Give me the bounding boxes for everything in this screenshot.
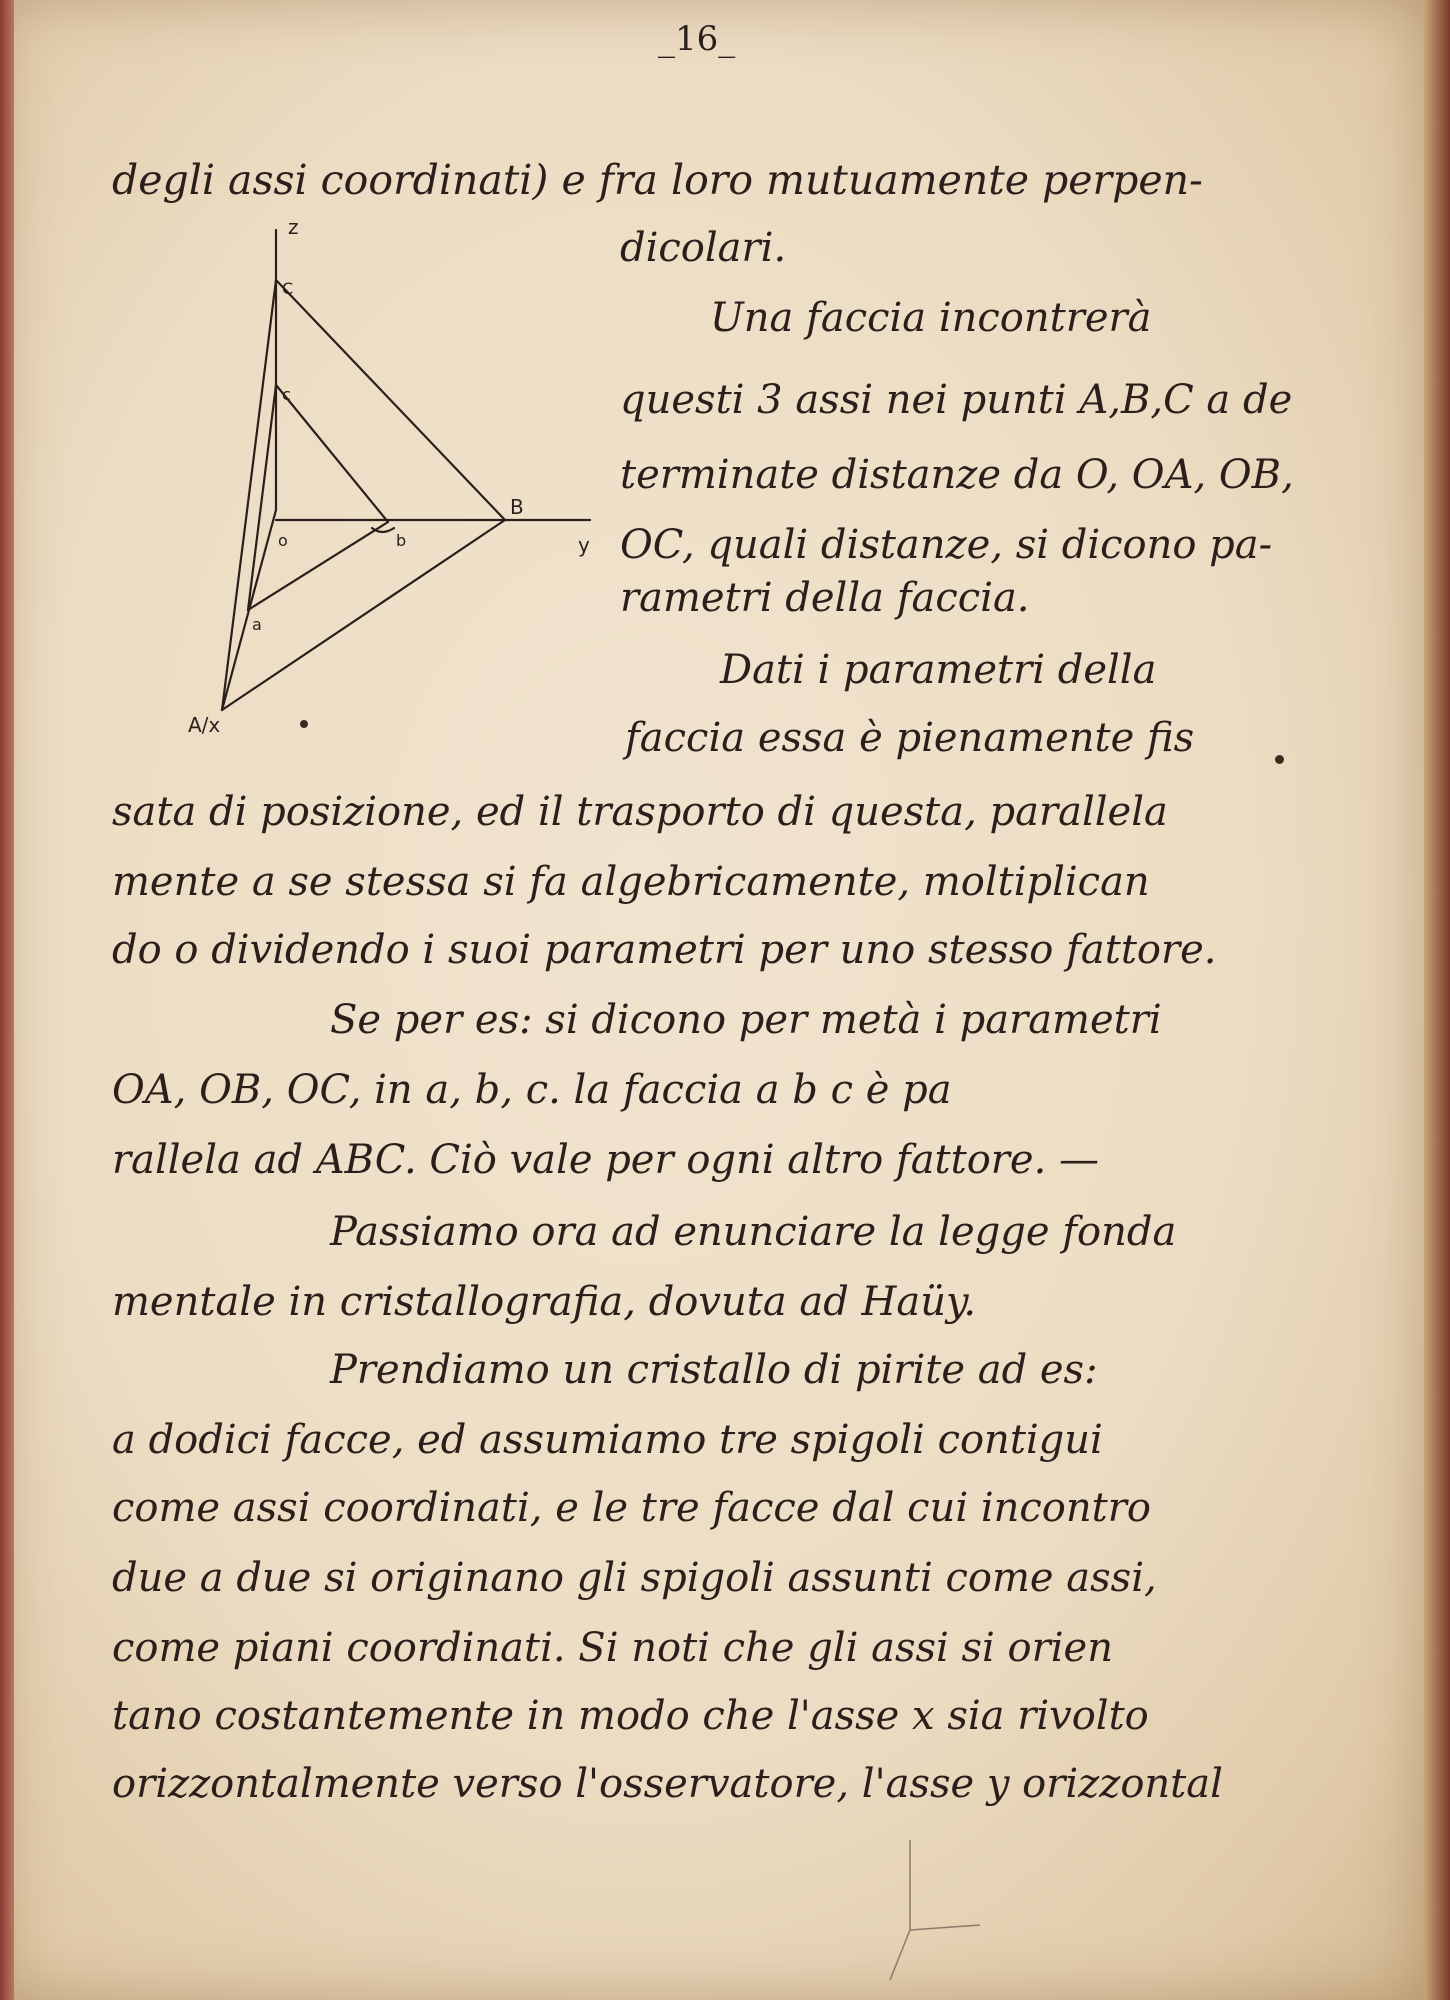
text-line-21: due a due si originano gli spigoli assunti come assi, [112, 1555, 1157, 1601]
label-b: b [396, 531, 407, 550]
label-B: B [510, 495, 524, 519]
text-line-15: rallela ad ABC. Ciò vale per ogni altro fattore. — [112, 1137, 1100, 1183]
text-line-12: do o dividendo i suoi parametri per uno stesso fattore. [112, 927, 1217, 973]
text-line-19: a dodici facce, ed assumiamo tre spigoli contigui [112, 1417, 1103, 1463]
text-line-9: faccia essa è pienamente fis [625, 715, 1195, 761]
ink-dot [300, 720, 308, 728]
text-line-18: Prendiamo un cristallo di pirite ad es: [330, 1347, 1098, 1393]
text-line-4: questi 3 assi nei punti A,B,C a de [620, 377, 1293, 423]
label-C: C [282, 279, 294, 298]
text-line-10: sata di posizione, ed il trasporto di questa, parallela [112, 789, 1168, 835]
text-line-3: Una faccia incontrerà [710, 295, 1152, 341]
text-line-1: degli assi coordinati) e fra loro mutuamente perpen- [112, 156, 1203, 204]
book-spine [0, 0, 14, 2000]
label-o: o [278, 531, 288, 550]
text-line-7: rametri della faccia. [620, 575, 1030, 621]
label-a: a [252, 615, 262, 634]
text-line-24: orizzontalmente verso l'osservatore, l'asse y orizzontal [112, 1761, 1223, 1807]
text-line-2: dicolari. [620, 225, 787, 271]
text-line-6: OC, quali distanze, si dicono pa- [620, 522, 1273, 568]
text-line-20: come assi coordinati, e le tre facce dal cui incontro [112, 1485, 1151, 1531]
label-y: y [578, 533, 590, 557]
ink-dot [1275, 755, 1284, 764]
label-c: c [282, 385, 291, 404]
label-Ax: A/x [188, 713, 221, 737]
text-line-14: OA, OB, OC, in a, b, c. la faccia a b c è pa [112, 1067, 952, 1113]
axes-diagram [150, 210, 620, 740]
text-line-17: mentale in cristallografia, dovuta ad Haüy. [112, 1279, 977, 1325]
faint-axes-sketch [880, 1830, 1000, 1990]
text-line-16: Passiamo ora ad enunciare la legge fonda [330, 1209, 1177, 1255]
text-line-8: Dati i parametri della [720, 647, 1157, 693]
text-line-22: come piani coordinati. Si noti che gli assi si orien [112, 1625, 1113, 1671]
text-line-23: tano costantemente in modo che l'asse x sia rivolto [112, 1693, 1149, 1739]
text-line-13: Se per es: si dicono per metà i parametri [330, 997, 1162, 1043]
text-line-11: mente a se stessa si fa algebricamente, moltiplican [112, 859, 1150, 905]
label-z: z [288, 215, 299, 239]
text-line-5: terminate distanze da O, OA, OB, [620, 452, 1294, 498]
page-number: _16_ [658, 19, 736, 59]
page-edge [1424, 0, 1450, 2000]
